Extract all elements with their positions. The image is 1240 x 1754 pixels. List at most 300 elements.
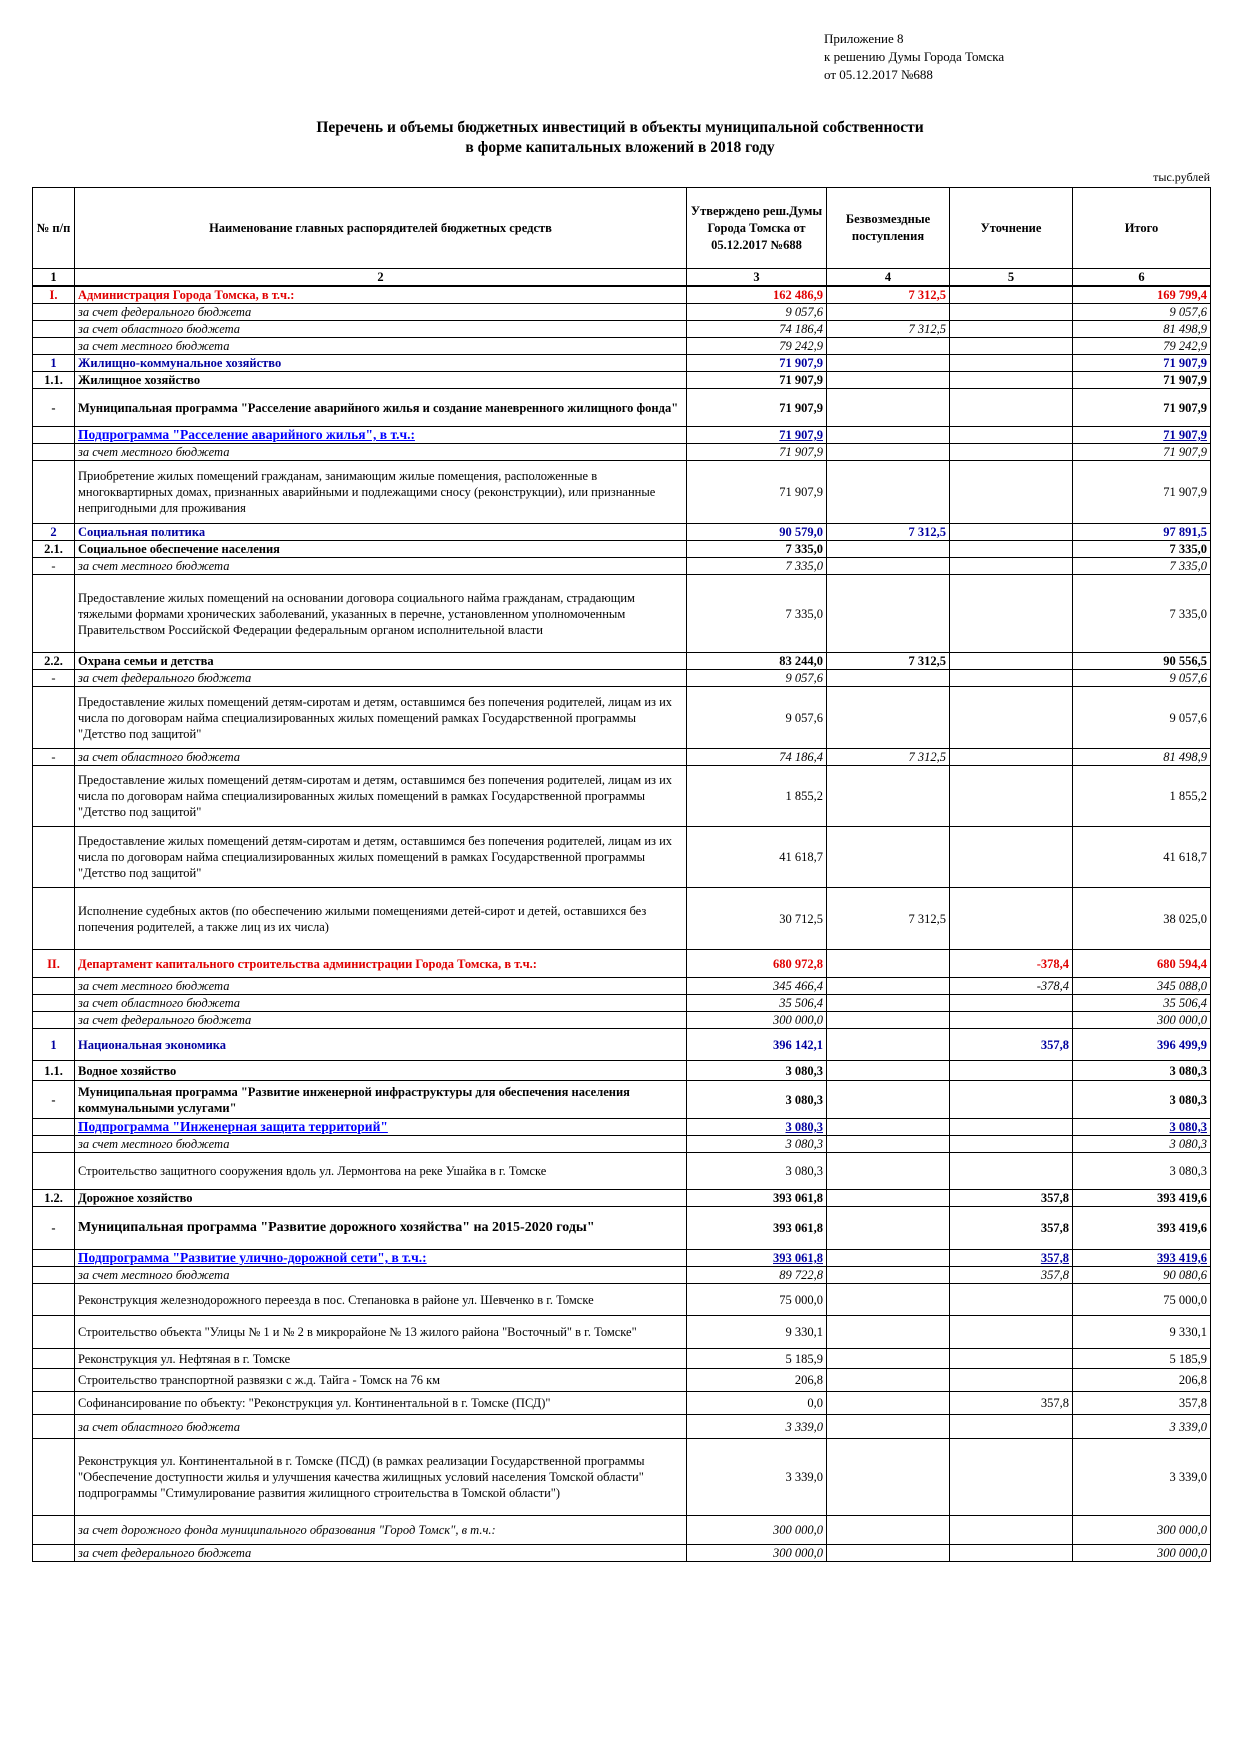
grants-value-cell xyxy=(827,1516,950,1545)
header-total: Итого xyxy=(1073,188,1211,269)
grants-value-cell xyxy=(827,1250,950,1267)
row-number-cell xyxy=(33,1545,75,1562)
row-number-cell xyxy=(33,1136,75,1153)
approved-value-cell: 7 335,0 xyxy=(687,558,827,575)
colnum-cell: 5 xyxy=(950,269,1073,287)
grants-value-cell: 7 312,5 xyxy=(827,286,950,304)
adjustment-value-cell xyxy=(950,427,1073,444)
row-number-cell: - xyxy=(33,389,75,427)
table-row xyxy=(33,427,1211,444)
row-number-cell: - xyxy=(33,1081,75,1119)
grants-value-cell xyxy=(827,1316,950,1349)
adjustment-value-cell xyxy=(950,1136,1073,1153)
grants-value-cell xyxy=(827,995,950,1012)
adjustment-value-cell xyxy=(950,1061,1073,1081)
total-value-cell: 75 000,0 xyxy=(1073,1284,1211,1316)
row-name-cell: за счет федерального бюджета xyxy=(75,670,687,687)
row-number-cell xyxy=(33,1284,75,1316)
table-row xyxy=(33,355,1211,372)
total-value-cell: 300 000,0 xyxy=(1073,1012,1211,1029)
row-name-cell: Департамент капитального строительства администрации Города Томска, в т.ч.: xyxy=(75,950,687,978)
total-value-cell: 7 335,0 xyxy=(1073,541,1211,558)
row-name-cell: Предоставление жилых помещений детям-сиротам и детям, оставшимся без попечения родителей, лицам из их числа по договорам найма специализированных жилых помещений в рамках Государственной программы "Детство под защитой" xyxy=(75,766,687,827)
total-value-cell: 90 556,5 xyxy=(1073,653,1211,670)
total-value-cell: 35 506,4 xyxy=(1073,995,1211,1012)
total-value-cell: 393 419,6 xyxy=(1073,1207,1211,1250)
adjustment-value-cell: 357,8 xyxy=(950,1250,1073,1267)
row-name-cell: Охрана семьи и детства xyxy=(75,653,687,670)
approved-value-cell: 9 057,6 xyxy=(687,687,827,749)
row-name-cell: Реконструкция ул. Нефтяная в г. Томске xyxy=(75,1349,687,1369)
row-number-cell xyxy=(33,978,75,995)
grants-value-cell xyxy=(827,558,950,575)
approved-value-cell: 3 339,0 xyxy=(687,1439,827,1516)
adjustment-value-cell xyxy=(950,461,1073,524)
row-number-cell xyxy=(33,766,75,827)
table-row xyxy=(33,1012,1211,1029)
total-value-cell: 7 335,0 xyxy=(1073,558,1211,575)
budget-table xyxy=(32,187,1211,1562)
grants-value-cell xyxy=(827,978,950,995)
table-row xyxy=(33,575,1211,653)
row-number-cell xyxy=(33,888,75,950)
grants-value-cell xyxy=(827,1284,950,1316)
row-name-cell: Муниципальная программа "Расселение аварийного жилья и создание маневренного жилищного фонда" xyxy=(75,389,687,427)
row-number-cell xyxy=(33,1415,75,1439)
total-value-cell: 81 498,9 xyxy=(1073,749,1211,766)
approved-value-cell: 0,0 xyxy=(687,1392,827,1415)
approved-value-cell: 83 244,0 xyxy=(687,653,827,670)
row-name-cell: Жилищное хозяйство xyxy=(75,372,687,389)
grants-value-cell xyxy=(827,304,950,321)
approved-value-cell: 9 057,6 xyxy=(687,670,827,687)
total-value-cell: 71 907,9 xyxy=(1073,355,1211,372)
row-number-cell xyxy=(33,827,75,888)
table-row xyxy=(33,995,1211,1012)
row-name-cell: за счет местного бюджета xyxy=(75,1136,687,1153)
approved-value-cell: 71 907,9 xyxy=(687,355,827,372)
adjustment-value-cell xyxy=(950,888,1073,950)
row-name-cell: за счет дорожного фонда муниципального образования "Город Томск", в т.ч.: xyxy=(75,1516,687,1545)
row-name-cell: Реконструкция ул. Континентальной в г. Томске (ПСД) (в рамках реализации Государственной программы "Обеспечение доступности жилья и улучшения качества жилищных условий населения Томской области" подпрограммы "Стимулирование развития жилищного строительства в Томской области") xyxy=(75,1439,687,1516)
total-value-cell: 71 907,9 xyxy=(1073,461,1211,524)
row-number-cell: 1.2. xyxy=(33,1190,75,1207)
table-row xyxy=(33,541,1211,558)
table-row xyxy=(33,1316,1211,1349)
grants-value-cell xyxy=(827,1545,950,1562)
approved-value-cell: 30 712,5 xyxy=(687,888,827,950)
appendix-line-1: Приложение 8 xyxy=(824,31,904,46)
table-row xyxy=(33,524,1211,541)
title-line-2: в форме капитальных вложений в 2018 году xyxy=(465,139,775,156)
total-value-cell: 9 057,6 xyxy=(1073,670,1211,687)
grants-value-cell xyxy=(827,1012,950,1029)
row-number-cell xyxy=(33,1349,75,1369)
table-row xyxy=(33,1267,1211,1284)
approved-value-cell: 680 972,8 xyxy=(687,950,827,978)
approved-value-cell: 89 722,8 xyxy=(687,1267,827,1284)
grants-value-cell xyxy=(827,444,950,461)
row-number-cell: 1 xyxy=(33,1029,75,1061)
grants-value-cell xyxy=(827,766,950,827)
adjustment-value-cell xyxy=(950,1439,1073,1516)
total-value-cell: 38 025,0 xyxy=(1073,888,1211,950)
total-value-cell: 396 499,9 xyxy=(1073,1029,1211,1061)
row-name-cell: Национальная экономика xyxy=(75,1029,687,1061)
row-name-cell: за счет федерального бюджета xyxy=(75,1545,687,1562)
grants-value-cell xyxy=(827,687,950,749)
grants-value-cell xyxy=(827,427,950,444)
row-number-cell xyxy=(33,338,75,355)
adjustment-value-cell xyxy=(950,1081,1073,1119)
table-row xyxy=(33,888,1211,950)
total-value-cell: 3 339,0 xyxy=(1073,1439,1211,1516)
table-body xyxy=(33,286,1211,1562)
approved-value-cell: 75 000,0 xyxy=(687,1284,827,1316)
approved-value-cell: 7 335,0 xyxy=(687,541,827,558)
row-number-cell xyxy=(33,995,75,1012)
grants-value-cell xyxy=(827,670,950,687)
approved-value-cell: 1 855,2 xyxy=(687,766,827,827)
row-name-cell: Водное хозяйство xyxy=(75,1061,687,1081)
total-value-cell: 680 594,4 xyxy=(1073,950,1211,978)
table-row xyxy=(33,950,1211,978)
table-row xyxy=(33,766,1211,827)
grants-value-cell xyxy=(827,541,950,558)
row-number-cell xyxy=(33,1516,75,1545)
appendix-line-2: к решению Думы Города Томска xyxy=(824,49,1005,64)
grants-value-cell xyxy=(827,1392,950,1415)
approved-value-cell: 90 579,0 xyxy=(687,524,827,541)
adjustment-value-cell: 357,8 xyxy=(950,1029,1073,1061)
row-name-cell: за счет местного бюджета xyxy=(75,978,687,995)
approved-value-cell: 162 486,9 xyxy=(687,286,827,304)
row-name-cell: за счет федерального бюджета xyxy=(75,1012,687,1029)
grants-value-cell xyxy=(827,1190,950,1207)
total-value-cell: 9 330,1 xyxy=(1073,1316,1211,1349)
grants-value-cell xyxy=(827,355,950,372)
adjustment-value-cell xyxy=(950,1012,1073,1029)
grants-value-cell xyxy=(827,389,950,427)
adjustment-value-cell xyxy=(950,338,1073,355)
approved-value-cell: 393 061,8 xyxy=(687,1190,827,1207)
grants-value-cell xyxy=(827,372,950,389)
row-name-cell: Приобретение жилых помещений гражданам, занимающим жилые помещения, расположенные в многоквартирных домах, признанных аварийными и подлежащими сносу (реконструкции), или признанные непригодными для проживания xyxy=(75,461,687,524)
total-value-cell: 169 799,4 xyxy=(1073,286,1211,304)
table-row xyxy=(33,1439,1211,1516)
row-name-cell: Предоставление жилых помещений детям-сиротам и детям, оставшимся без попечения родителей, лицам из их числа по договорам найма специализированных жилых помещений в рамках Государственной программы "Детство под защитой" xyxy=(75,827,687,888)
table-row xyxy=(33,286,1211,304)
adjustment-value-cell: 357,8 xyxy=(950,1190,1073,1207)
table-row xyxy=(33,1029,1211,1061)
table-row xyxy=(33,687,1211,749)
grants-value-cell: 7 312,5 xyxy=(827,321,950,338)
table-row xyxy=(33,558,1211,575)
grants-value-cell xyxy=(827,1153,950,1190)
adjustment-value-cell xyxy=(950,1369,1073,1392)
approved-value-cell: 3 080,3 xyxy=(687,1081,827,1119)
total-value-cell: 5 185,9 xyxy=(1073,1349,1211,1369)
grants-value-cell xyxy=(827,1029,950,1061)
total-value-cell: 1 855,2 xyxy=(1073,766,1211,827)
row-number-cell xyxy=(33,1012,75,1029)
table-row xyxy=(33,1516,1211,1545)
row-name-cell: Строительство транспортной развязки с ж.д. Тайга - Томск на 76 км xyxy=(75,1369,687,1392)
row-name-cell: за счет местного бюджета xyxy=(75,558,687,575)
row-number-cell xyxy=(33,444,75,461)
row-name-cell: Дорожное хозяйство xyxy=(75,1190,687,1207)
approved-value-cell: 74 186,4 xyxy=(687,749,827,766)
row-name-cell: Муниципальная программа "Развитие инженерной инфраструктуры для обеспечения населения коммунальными услугами" xyxy=(75,1081,687,1119)
total-value-cell: 71 907,9 xyxy=(1073,427,1211,444)
total-value-cell: 71 907,9 xyxy=(1073,444,1211,461)
total-value-cell: 41 618,7 xyxy=(1073,827,1211,888)
table-row xyxy=(33,338,1211,355)
approved-value-cell: 3 080,3 xyxy=(687,1119,827,1136)
header-adjustment: Уточнение xyxy=(950,188,1073,269)
approved-value-cell: 3 339,0 xyxy=(687,1415,827,1439)
total-value-cell: 9 057,6 xyxy=(1073,304,1211,321)
table-row xyxy=(33,304,1211,321)
adjustment-value-cell xyxy=(950,1119,1073,1136)
adjustment-value-cell xyxy=(950,372,1073,389)
row-number-cell: - xyxy=(33,1207,75,1250)
table-row xyxy=(33,1369,1211,1392)
row-number-cell xyxy=(33,575,75,653)
approved-value-cell: 35 506,4 xyxy=(687,995,827,1012)
adjustment-value-cell xyxy=(950,524,1073,541)
row-number-cell: - xyxy=(33,670,75,687)
row-number-cell: 1.1. xyxy=(33,372,75,389)
adjustment-value-cell xyxy=(950,444,1073,461)
row-name-cell: Софинансирование по объекту: "Реконструкция ул. Континентальной в г. Томске (ПСД)" xyxy=(75,1392,687,1415)
table-row xyxy=(33,444,1211,461)
grants-value-cell: 7 312,5 xyxy=(827,749,950,766)
approved-value-cell: 79 242,9 xyxy=(687,338,827,355)
adjustment-value-cell xyxy=(950,1316,1073,1349)
adjustment-value-cell xyxy=(950,1415,1073,1439)
row-name-cell: Исполнение судебных актов (по обеспечению жилыми помещениями детей-сирот и детей, оставшихся без попечения родителей, а также лиц из их числа) xyxy=(75,888,687,950)
table-row xyxy=(33,321,1211,338)
row-name-cell: за счет федерального бюджета xyxy=(75,304,687,321)
grants-value-cell xyxy=(827,1207,950,1250)
adjustment-value-cell xyxy=(950,1349,1073,1369)
row-number-cell xyxy=(33,1392,75,1415)
table-row xyxy=(33,1284,1211,1316)
approved-value-cell: 7 335,0 xyxy=(687,575,827,653)
row-number-cell xyxy=(33,687,75,749)
approved-value-cell: 71 907,9 xyxy=(687,372,827,389)
grants-value-cell xyxy=(827,338,950,355)
row-number-cell xyxy=(33,321,75,338)
total-value-cell: 71 907,9 xyxy=(1073,372,1211,389)
colnum-cell: 4 xyxy=(827,269,950,287)
total-value-cell: 79 242,9 xyxy=(1073,338,1211,355)
adjustment-value-cell xyxy=(950,1516,1073,1545)
grants-value-cell xyxy=(827,1415,950,1439)
table-row xyxy=(33,978,1211,995)
row-name-cell: за счет областного бюджета xyxy=(75,995,687,1012)
table-row xyxy=(33,749,1211,766)
adjustment-value-cell: 357,8 xyxy=(950,1207,1073,1250)
row-name-cell: за счет местного бюджета xyxy=(75,1267,687,1284)
row-name-cell: за счет областного бюджета xyxy=(75,1415,687,1439)
table-header-row xyxy=(33,188,1211,269)
total-value-cell: 300 000,0 xyxy=(1073,1545,1211,1562)
table-row xyxy=(33,1081,1211,1119)
total-value-cell: 9 057,6 xyxy=(1073,687,1211,749)
adjustment-value-cell xyxy=(950,766,1073,827)
adjustment-value-cell: -378,4 xyxy=(950,978,1073,995)
colnum-cell: 3 xyxy=(687,269,827,287)
total-value-cell: 90 080,6 xyxy=(1073,1267,1211,1284)
grants-value-cell xyxy=(827,1061,950,1081)
approved-value-cell: 3 080,3 xyxy=(687,1136,827,1153)
grants-value-cell xyxy=(827,461,950,524)
approved-value-cell: 71 907,9 xyxy=(687,427,827,444)
approved-value-cell: 393 061,8 xyxy=(687,1207,827,1250)
adjustment-value-cell xyxy=(950,827,1073,888)
row-name-cell: Муниципальная программа "Развитие дорожного хозяйства" на 2015-2020 годы" xyxy=(75,1207,687,1250)
document-title xyxy=(0,118,1240,158)
row-number-cell xyxy=(33,1267,75,1284)
total-value-cell: 393 419,6 xyxy=(1073,1250,1211,1267)
total-value-cell: 3 080,3 xyxy=(1073,1081,1211,1119)
grants-value-cell: 7 312,5 xyxy=(827,524,950,541)
total-value-cell: 300 000,0 xyxy=(1073,1516,1211,1545)
adjustment-value-cell xyxy=(950,286,1073,304)
table-row xyxy=(33,827,1211,888)
appendix-line-3: от 05.12.2017 №688 xyxy=(824,67,933,82)
row-name-cell: за счет областного бюджета xyxy=(75,321,687,338)
row-number-cell: 2.1. xyxy=(33,541,75,558)
row-name-cell: Подпрограмма "Инженерная защита территорий" xyxy=(75,1119,687,1136)
row-number-cell xyxy=(33,1119,75,1136)
grants-value-cell xyxy=(827,1369,950,1392)
header-grants: Безвозмездные поступления xyxy=(827,188,950,269)
adjustment-value-cell xyxy=(950,558,1073,575)
row-name-cell: Строительство защитного сооружения вдоль ул. Лермонтова на реке Ушайка в г. Томске xyxy=(75,1153,687,1190)
table-row xyxy=(33,1207,1211,1250)
grants-value-cell xyxy=(827,1349,950,1369)
row-number-cell: I. xyxy=(33,286,75,304)
table-row xyxy=(33,1415,1211,1439)
total-value-cell: 3 339,0 xyxy=(1073,1415,1211,1439)
row-name-cell: Предоставление жилых помещений детям-сиротам и детям, оставшимся без попечения родителей, лицам из их числа по договорам найма специализированных жилых помещений рамках Государственной программы "Детство под защитой" xyxy=(75,687,687,749)
row-name-cell: Подпрограмма "Расселение аварийного жилья", в т.ч.: xyxy=(75,427,687,444)
units-label: тыс.рублей xyxy=(1153,170,1210,184)
table-row xyxy=(33,1153,1211,1190)
table-row xyxy=(33,389,1211,427)
grants-value-cell xyxy=(827,1267,950,1284)
title-line-1: Перечень и объемы бюджетных инвестиций в объекты муниципальной собственности xyxy=(316,119,924,136)
adjustment-value-cell xyxy=(950,1284,1073,1316)
grants-value-cell xyxy=(827,1081,950,1119)
grants-value-cell xyxy=(827,1136,950,1153)
table-row xyxy=(33,1349,1211,1369)
header-name: Наименование главных распорядителей бюджетных средств xyxy=(75,188,687,269)
table-row xyxy=(33,1119,1211,1136)
row-name-cell: Строительство объекта "Улицы № 1 и № 2 в микрорайоне № 13 жилого района "Восточный" в г. Томске" xyxy=(75,1316,687,1349)
approved-value-cell: 71 907,9 xyxy=(687,461,827,524)
grants-value-cell xyxy=(827,1439,950,1516)
approved-value-cell: 9 330,1 xyxy=(687,1316,827,1349)
row-name-cell: Предоставление жилых помещений на основании договора социального найма гражданам, страдающим тяжелыми формами хронических заболеваний, указанных в перечне, установленном уполномоченным Правительством Российской Федерации федеральным органом исполнительной власти xyxy=(75,575,687,653)
total-value-cell: 345 088,0 xyxy=(1073,978,1211,995)
approved-value-cell: 206,8 xyxy=(687,1369,827,1392)
row-name-cell: за счет местного бюджета xyxy=(75,338,687,355)
table-row xyxy=(33,1190,1211,1207)
grants-value-cell xyxy=(827,950,950,978)
total-value-cell: 7 335,0 xyxy=(1073,575,1211,653)
approved-value-cell: 3 080,3 xyxy=(687,1061,827,1081)
row-number-cell: 2 xyxy=(33,524,75,541)
row-number-cell: 1.1. xyxy=(33,1061,75,1081)
colnum-cell: 2 xyxy=(75,269,687,287)
approved-value-cell: 300 000,0 xyxy=(687,1012,827,1029)
grants-value-cell xyxy=(827,1119,950,1136)
row-number-cell xyxy=(33,461,75,524)
table-row xyxy=(33,1250,1211,1267)
row-name-cell: Социальная политика xyxy=(75,524,687,541)
approved-value-cell: 5 185,9 xyxy=(687,1349,827,1369)
approved-value-cell: 9 057,6 xyxy=(687,304,827,321)
adjustment-value-cell xyxy=(950,670,1073,687)
row-number-cell: II. xyxy=(33,950,75,978)
row-number-cell xyxy=(33,304,75,321)
total-value-cell: 81 498,9 xyxy=(1073,321,1211,338)
adjustment-value-cell xyxy=(950,1545,1073,1562)
total-value-cell: 71 907,9 xyxy=(1073,389,1211,427)
header-number: № п/п xyxy=(33,188,75,269)
appendix-note xyxy=(824,30,1004,84)
approved-value-cell: 300 000,0 xyxy=(687,1516,827,1545)
row-name-cell: Подпрограмма "Развитие улично-дорожной сети", в т.ч.: xyxy=(75,1250,687,1267)
row-number-cell: - xyxy=(33,749,75,766)
total-value-cell: 3 080,3 xyxy=(1073,1153,1211,1190)
adjustment-value-cell xyxy=(950,749,1073,766)
table-row xyxy=(33,1136,1211,1153)
adjustment-value-cell xyxy=(950,653,1073,670)
row-number-cell xyxy=(33,1316,75,1349)
row-number-cell xyxy=(33,1250,75,1267)
row-number-cell: - xyxy=(33,558,75,575)
total-value-cell: 206,8 xyxy=(1073,1369,1211,1392)
row-number-cell xyxy=(33,1369,75,1392)
row-name-cell: за счет областного бюджета xyxy=(75,749,687,766)
adjustment-value-cell xyxy=(950,541,1073,558)
row-name-cell: Администрация Города Томска, в т.ч.: xyxy=(75,286,687,304)
adjustment-value-cell xyxy=(950,995,1073,1012)
total-value-cell: 357,8 xyxy=(1073,1392,1211,1415)
grants-value-cell xyxy=(827,827,950,888)
table-row xyxy=(33,461,1211,524)
table-row xyxy=(33,670,1211,687)
grants-value-cell: 7 312,5 xyxy=(827,888,950,950)
row-number-cell xyxy=(33,1439,75,1516)
approved-value-cell: 300 000,0 xyxy=(687,1545,827,1562)
adjustment-value-cell xyxy=(950,687,1073,749)
table-row xyxy=(33,1392,1211,1415)
adjustment-value-cell xyxy=(950,1153,1073,1190)
approved-value-cell: 3 080,3 xyxy=(687,1153,827,1190)
row-number-cell xyxy=(33,427,75,444)
adjustment-value-cell xyxy=(950,355,1073,372)
row-name-cell: Социальное обеспечение населения xyxy=(75,541,687,558)
grants-value-cell xyxy=(827,575,950,653)
total-value-cell: 97 891,5 xyxy=(1073,524,1211,541)
total-value-cell: 3 080,3 xyxy=(1073,1119,1211,1136)
